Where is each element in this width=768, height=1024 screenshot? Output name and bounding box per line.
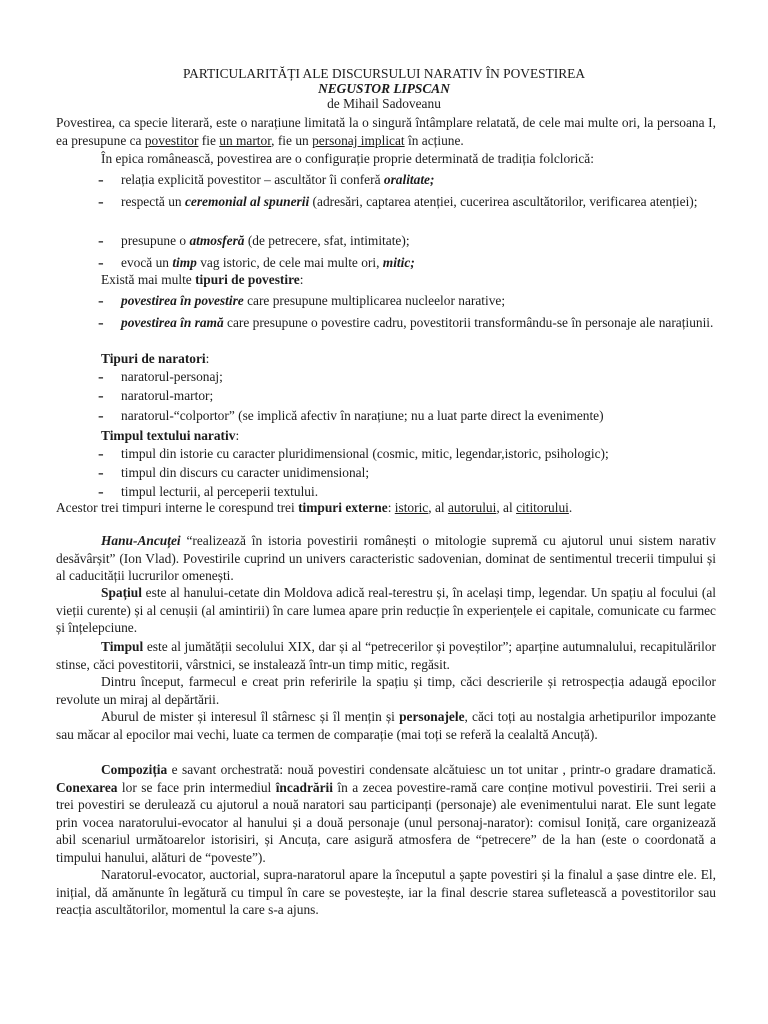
dash-bullet-icon: - <box>98 231 104 250</box>
document-title: PARTICULARITĂȚI ALE DISCURSULUI NARATIV ÎN POVESTIREA <box>182 66 586 81</box>
story-types-intro: Există mai multe tipuri de povestire: <box>101 272 304 287</box>
timpul-paragraph: Timpul este al jumătății secolului XIX, dar și al “petrecerilor și poveștilor”; aparține autumnalului, recapitulărilor stinse, căci povestitorii, vârstnici, se instalează într-un timp mitic, regăsit. <box>56 639 716 672</box>
list-item: - povestirea în ramă care presupune o povestire cadru, povestitorii transformându-se în personaje ale narațiunii. <box>98 313 714 332</box>
list-item: - timpul lecturii, al perceperii textului. <box>98 482 319 501</box>
dash-bullet-icon: - <box>98 482 104 501</box>
list-item: - timpul din discurs cu caracter unidimensional; <box>98 463 370 482</box>
dash-bullet-icon: - <box>98 253 104 272</box>
dash-bullet-icon: - <box>98 170 104 189</box>
external-times-line: Acestor trei timpuri interne le corespund trei timpuri externe: istoric, al autorului, al cititorului. <box>56 500 573 515</box>
list-item: - evocă un timp vag istoric, de cele mai multe ori, mitic; <box>98 253 415 272</box>
dash-bullet-icon: - <box>98 386 104 405</box>
dash-bullet-icon: - <box>98 291 104 310</box>
dash-bullet-icon: - <box>98 444 104 463</box>
list-item: - relația explicită povestitor – ascultător îi conferă oralitate; <box>98 170 435 189</box>
dash-bullet-icon: - <box>98 406 104 425</box>
aburul-paragraph: Aburul de mister și interesul îl stârnesc și îl mențin și personajele, căci toți au nostalgia arhetipurilor impozante sau măcar al epocilor mai vechi, luate ca termen de comparație (mai toți se referă la cealaltă Ancuță). <box>56 709 716 742</box>
dash-bullet-icon: - <box>98 192 104 211</box>
time-heading: Timpul textului narativ: <box>101 428 240 443</box>
list-item: - timpul din istorie cu caracter pluridimensional (cosmic, mitic, legendar,istoric, psihologic); <box>98 444 609 463</box>
list-item: - naratorul-“colportor” (se implică afectiv în narațiune; nu a luat parte direct la evenimente) <box>98 406 604 425</box>
narrators-heading: Tipuri de naratori: <box>101 351 210 366</box>
narator-final-paragraph: Naratorul-evocator, auctorial, supra-naratorul apare la începutul a șapte povestiri și la finalul a șase dintre ele. El, inițial, dă amănunte în legătură cu timpul în care se povestește, iar la final descrie starea sufletească a povestitorilor sau reacția ascultătorilor, momentul la care s-a ajuns. <box>56 867 716 918</box>
document-author: de Mihail Sadoveanu <box>327 96 441 111</box>
dash-bullet-icon: - <box>98 313 104 332</box>
dash-bullet-icon: - <box>98 463 104 482</box>
document-subtitle: NEGUSTOR LIPSCAN <box>318 81 450 96</box>
list-item: - presupune o atmosferă (de petrecere, sfat, intimitate); <box>98 231 410 250</box>
compozitia-paragraph: Compoziția e savant orchestrată: nouă povestiri condensate alcătuiesc un tot unitar , printr-o gradare dramatică. Conexarea lor se face prin intermediul încadrării în a zecea povestire-ramă care conține motivul povestirii. Trei serii a trei povestiri se derulează cu ajutorul a nouă naratori sau participanți (personaje) ale evenimentului narat. Ele sunt legate prin vocea naratorului-evocator al hanului și a două personaje (unul personaj-narator): comisul Ioniță, care organizează abil scenariul următoarelor istorisiri, și Ancuța, care asigură atmosfera de “petrecere” de la han (este o coordonată a timpului hanului, alături de “poveste”). <box>56 762 716 865</box>
hanu-paragraph: Hanu-Ancuței “realizează în istoria povestirii românești o mitologie supremă cu ajutorul unui sistem narativ desăvârșit” (Ion Vlad). Povestirile cuprind un univers caracteristic sadovenian, dominat de sentimentul trecerii timpului și al caducității lucrurilor omenești. <box>56 533 716 584</box>
list-item: - povestirea în povestire care presupune multiplicarea nucleelor narative; <box>98 291 506 310</box>
epic-intro: În epica românească, povestirea are o configurație proprie determinată de tradiția folclorică: <box>101 151 594 166</box>
spatiul-paragraph: Spațiul este al hanului-cetate din Moldova adică real-terestru și, în același timp, legendar. Un spațiu al focului (al vieții curente) și al cenușii (al amintirii) în care lumea apare prin reducție în experiențele ei capitale, comunicate cu farmec și înțelepciune. <box>56 585 716 636</box>
list-item: - respectă un ceremonial al spunerii (adresări, captarea atenției, cucerirea ascultătorilor, verificarea atenției); <box>98 192 698 211</box>
dintru-paragraph: Dintru început, farmecul e creat prin referirile la spațiu și timp, căci descrierile și retrospecția adaugă epocilor revolute un miraj al depărtării. <box>56 674 716 707</box>
list-item: - naratorul-personaj; <box>98 367 223 386</box>
dash-bullet-icon: - <box>98 367 104 386</box>
list-item: - naratorul-martor; <box>98 386 214 405</box>
intro-paragraph: Povestirea, ca specie literară, este o narațiune limitată la o singură întâmplare relatată, de cele mai multe ori, la persoana I, ea presupune ca povestitor fie un martor, fie un personaj implicat în acțiune. <box>56 115 716 148</box>
